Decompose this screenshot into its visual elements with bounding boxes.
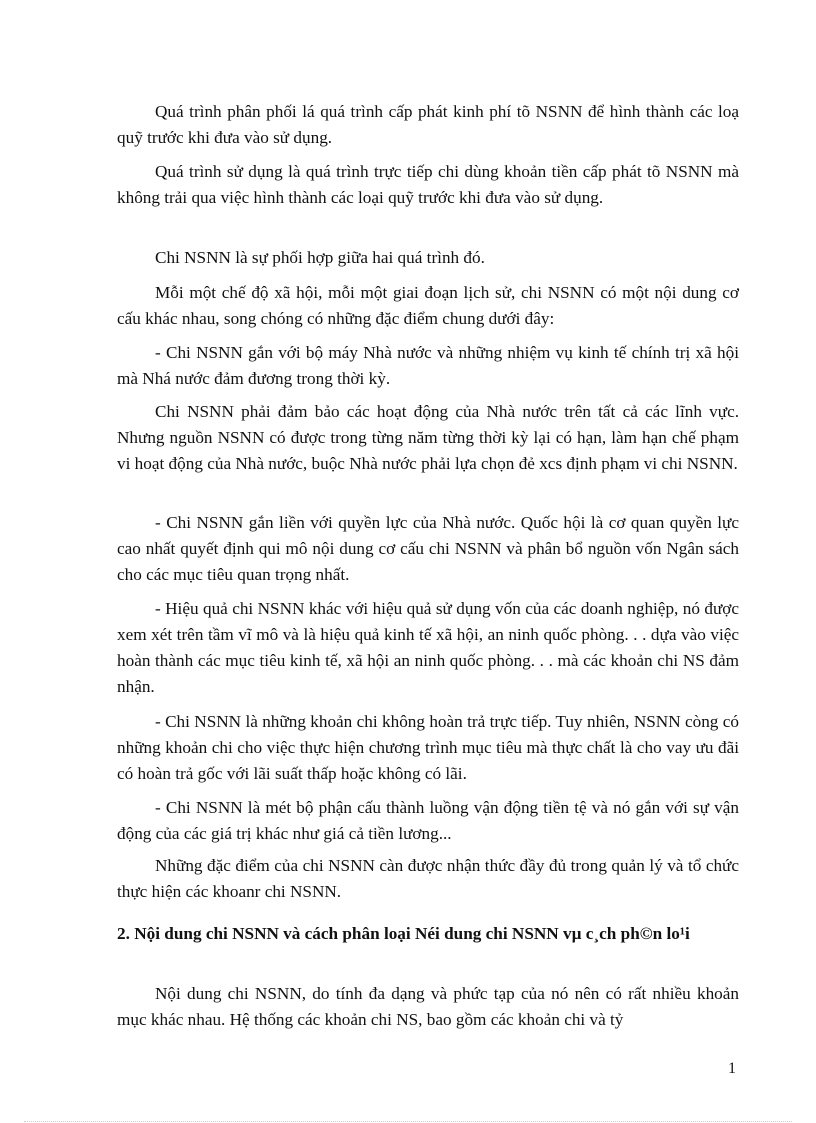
- page-number: 1: [728, 1060, 736, 1077]
- paragraph: Quá trình sử dụng là quá trình trực tiếp chi dùng khoản tiền cấp phát tõ NSNN mà không trải qua việc hình thành các loại quỹ trước khi đưa vào sử dụng.: [117, 162, 739, 207]
- paragraph: Mỗi một chế độ xã hội, mỗi một giai đoạn lịch sử, chi NSNN có một nội dung cơ cấu khác nhau, song chóng có những đặc điểm chung dưới đây:: [117, 283, 739, 328]
- list-item: - Chi NSNN gắn liền với quyền lực của Nhà nước. Quốc hội là cơ quan quyền lực cao nhất quyết định qui mô nội dung cơ cấu chi NSNN và phân bổ nguồn vốn Ngân sách cho các mục tiêu quan trọng nhất.: [117, 513, 739, 584]
- list-item: - Chi NSNN là mét bộ phận cấu thành luồng vận động tiền tệ và nó gắn với sự vận động của các giá trị khác như giá cả tiền lương...: [117, 798, 739, 843]
- section-heading: 2. Nội dung chi NSNN và cách phân loại Néi dung chi NSNN vµ c¸ch ph©n lo¹i: [117, 924, 690, 943]
- paragraph: Nội dung chi NSNN, do tính đa dạng và phức tạp của nó nên có rất nhiều khoản mục khác nhau. Hệ thống các khoản chi NS, bao gồm các khoản chi và tỷ: [117, 984, 739, 1029]
- paragraph: Chi NSNN là sự phối hợp giữa hai quá trình đó.: [155, 248, 485, 267]
- list-item: - Chi NSNN là những khoản chi không hoàn trả trực tiếp. Tuy nhiên, NSNN còng có những khoản chi cho việc thực hiện chương trình mục tiêu mà thực chất là cho vay ưu đãi có hoàn trả gốc với lãi suất thấp hoặc không có lãi.: [117, 712, 739, 783]
- paragraph: Quá trình phân phối lá quá trình cấp phát kinh phí tõ NSNN để hình thành các loạ quỹ trước khi đưa vào sử dụng.: [117, 102, 739, 147]
- list-item: - Chi NSNN gắn với bộ máy Nhà nước và những nhiệm vụ kinh tế chính trị xã hội mà Nhá nước đảm đương trong thời kỳ.: [117, 343, 739, 388]
- list-item: - Hiệu quả chi NSNN khác với hiệu quả sử dụng vốn của các doanh nghiệp, nó được xem xét trên tầm vĩ mô và là hiệu quả kinh tế xã hội, an ninh quốc phòng. . . dựa vào việc hoàn thành các mục tiêu kinh tế, xã hội an ninh quốc phòng. . . mà các khoản chi NS đảm nhận.: [117, 599, 739, 696]
- paragraph: Những đặc điểm của chi NSNN càn được nhận thức đầy đủ trong quản lý và tổ chức thực hiện các khoanr chi NSNN.: [117, 856, 739, 901]
- paragraph: Chi NSNN phải đảm bảo các hoạt động của Nhà nước trên tất cả các lĩnh vực. Nhưng nguồn NSNN có được trong từng năm từng thời kỳ lại có hạn, làm hạn chế phạm vi hoạt động của Nhà nước, buộc Nhà nước phải lựa chọn đẻ xcs định phạm vi chi NSNN.: [117, 402, 739, 473]
- page-bottom-divider: [24, 1121, 792, 1122]
